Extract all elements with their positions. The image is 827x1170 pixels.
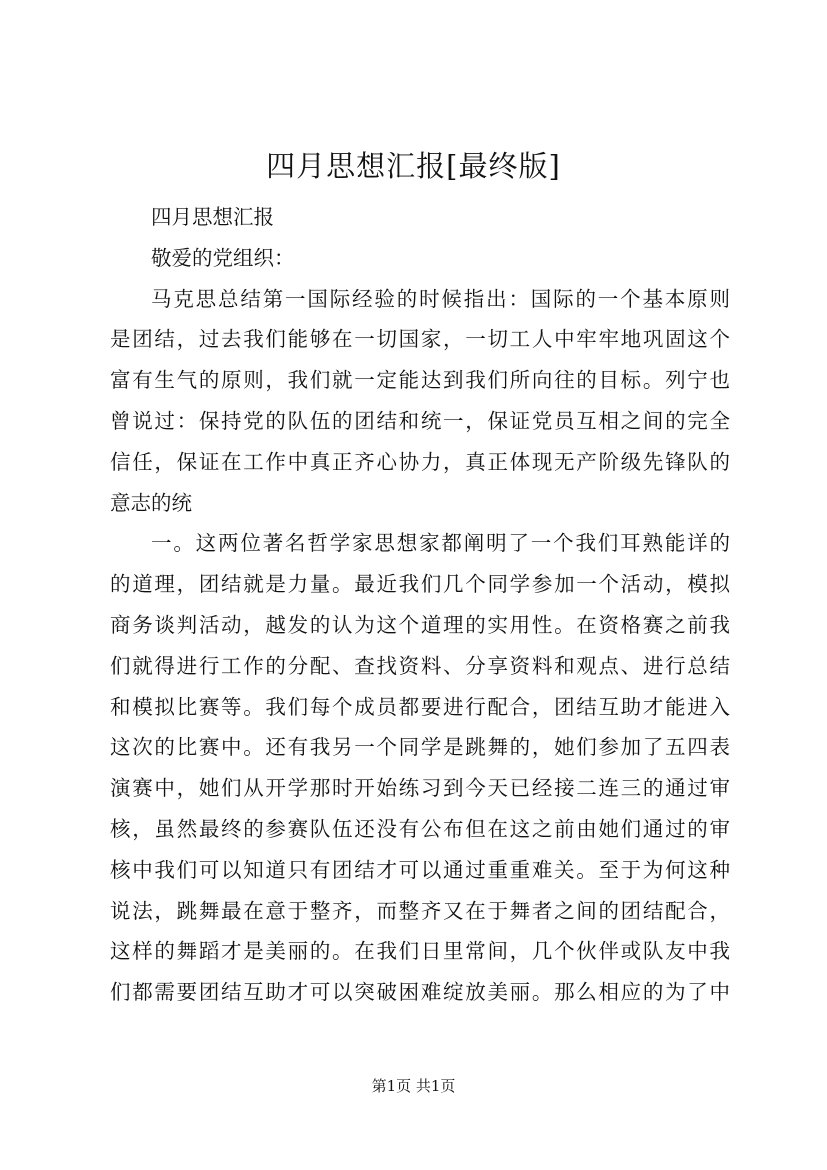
paragraph-line: 的道理，团结就是力量。最近我们几个同学参加一个活动，模拟 bbox=[110, 572, 730, 597]
paragraph-line: 曾说过：保持党的队伍的团结和统一，保证党员互相之间的完全 bbox=[110, 408, 730, 433]
paragraph-line: 说法，跳舞最在意于整齐，而整齐又在于舞者之间的团结配合， bbox=[110, 898, 730, 923]
paragraph-line: 核，虽然最终的参赛队伍还没有公布但在这之前由她们通过的审 bbox=[110, 816, 730, 841]
paragraph-line: 这样的舞蹈才是美丽的。在我们日里常间，几个伙伴或队友中我 bbox=[110, 939, 730, 964]
paragraph-line: 富有生气的原则，我们就一定能达到我们所向往的目标。列宁也 bbox=[110, 368, 730, 393]
paragraph-2 bbox=[110, 523, 730, 1013]
paragraph-line: 意志的统 bbox=[110, 490, 192, 515]
paragraph-line: 演赛中，她们从开学那时开始练习到今天已经接二连三的通过审 bbox=[110, 776, 730, 801]
page-footer: 第1页 共1页 bbox=[371, 1077, 456, 1095]
salutation-line: 敬爱的党组织： bbox=[151, 245, 295, 270]
document-body bbox=[110, 197, 730, 1013]
paragraph-line: 信任，保证在工作中真正齐心协力，真正体现无产阶级先锋队的 bbox=[110, 449, 730, 474]
paragraph-line: 商务谈判活动，越发的认为这个道理的实用性。在资格赛之前我 bbox=[110, 612, 730, 637]
paragraph-line: 这次的比赛中。还有我另一个同学是跳舞的，她们参加了五四表 bbox=[110, 735, 730, 760]
paragraph-line: 是团结，过去我们能够在一切国家，一切工人中牢牢地巩固这个 bbox=[110, 327, 730, 352]
subtitle-line: 四月思想汇报 bbox=[151, 205, 274, 229]
document-title: 四月思想汇报[最终版] bbox=[266, 149, 561, 183]
paragraph-line: 们就得进行工作的分配、查找资料、分享资料和观点、进行总结 bbox=[110, 653, 730, 678]
paragraph-line: 们都需要团结互助才可以突破困难绽放美丽。那么相应的为了中 bbox=[110, 980, 730, 1005]
paragraph-line: 一。这两位著名哲学家思想家都阐明了一个我们耳熟能详的 bbox=[151, 531, 730, 556]
paragraph-line: 核中我们可以知道只有团结才可以通过重重难关。至于为何这种 bbox=[110, 857, 730, 882]
paragraph-line: 和模拟比赛等。我们每个成员都要进行配合，团结互助才能进入 bbox=[110, 694, 730, 719]
paragraph-1 bbox=[110, 279, 730, 524]
paragraph-line: 马克思总结第一国际经验的时候指出：国际的一个基本原则 bbox=[151, 286, 730, 311]
